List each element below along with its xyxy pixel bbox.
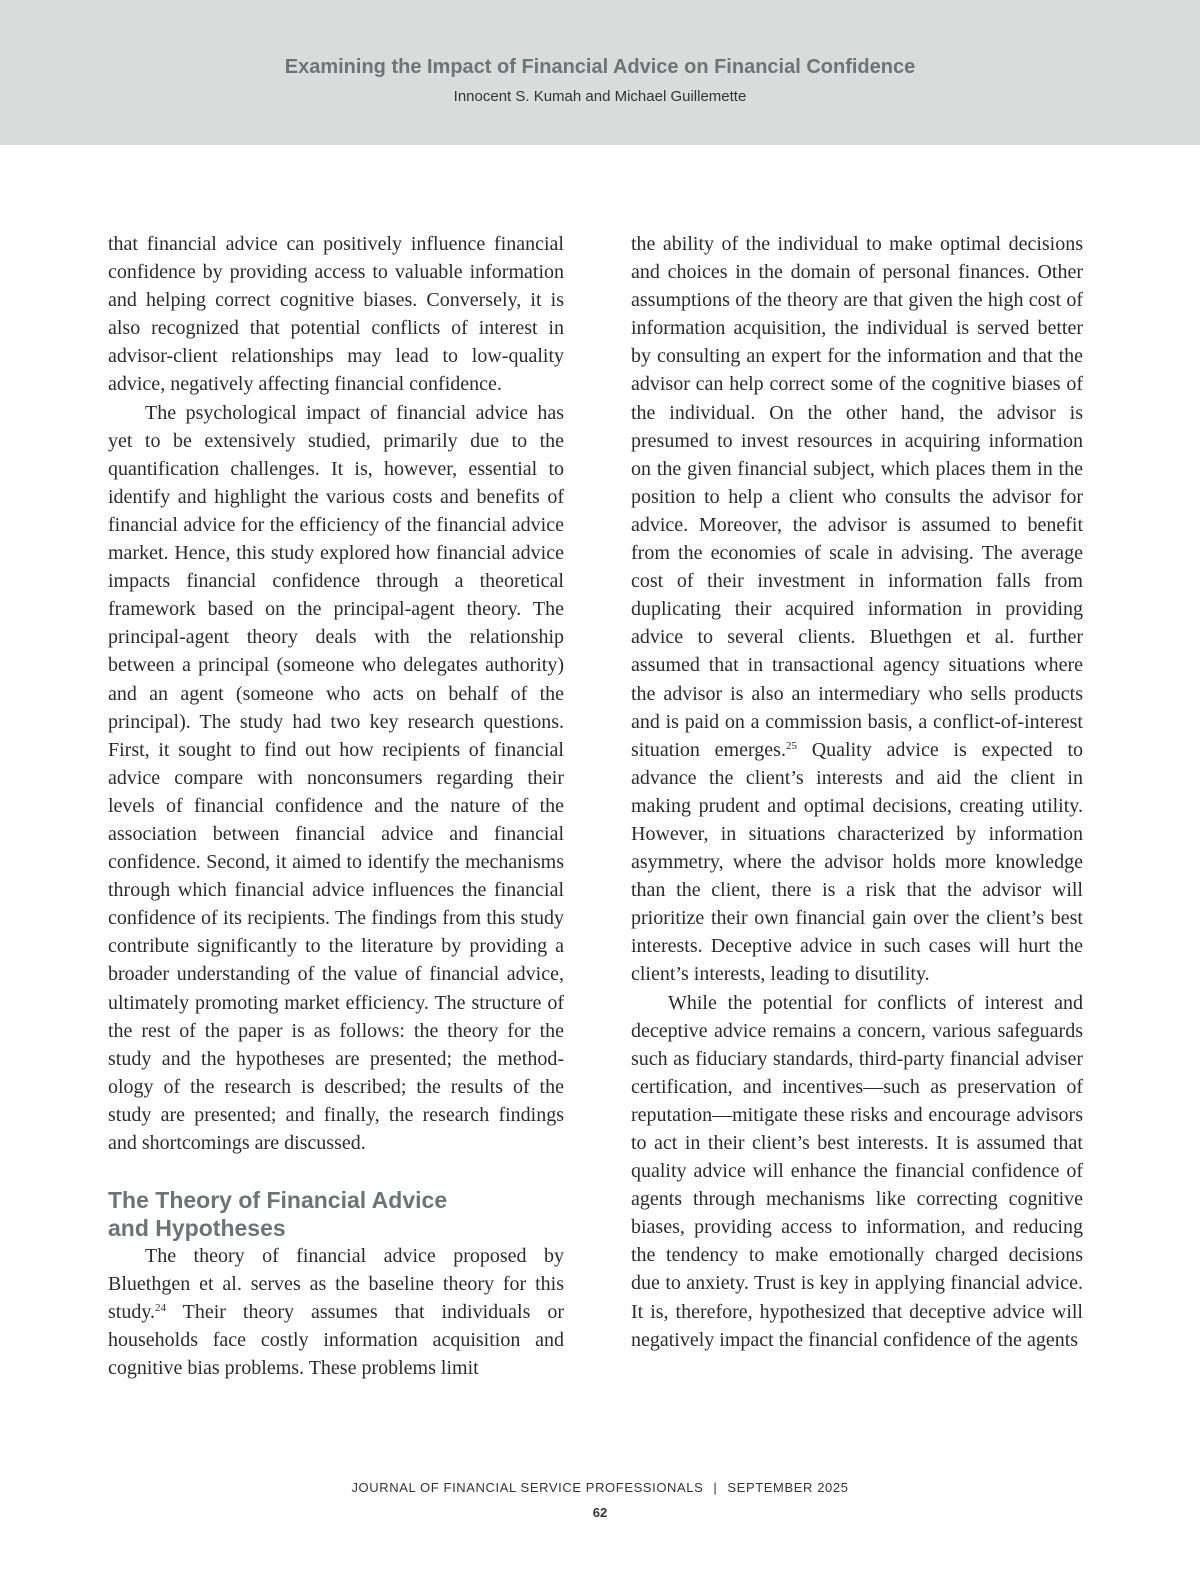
body-paragraph: While the potential for conflicts of interest and deceptive advice remains a concern, various safeguards such as fiduciary standards, third-party financial adviser certification, and incentives—such as preservation of reputation—mitigate these risks and encourage advisors to act in their client’s best interests. It is assumed that quality advice will enhance the financial confidence of agents through mechanisms like correcting cognitive biases, providing access to information, and reducing the tendency to make emotionally charged decisions due to anxiety. Trust is key in applying financial advice. It is, therefore, hypothesized that deceptive advice will negatively impact the financial confidence of the agents xyxy=(631,991,1083,1351)
article-authors: Innocent S. Kumah and Michael Guillemette xyxy=(453,88,747,105)
paragraph-text: Quality advice is expected to advance the client’s interests and aid the client in making prudent and optimal decisions, creating utility. However, in situations characterized by information asymmetry, where the advisor holds more knowledge than the client, there is a risk that the advisor will prioritize their own financial gain over the client’s best interests. Deceptive advice in such cases will hurt the client’s interests, leading to disutility. xyxy=(631,738,1084,986)
body-paragraph xyxy=(108,1242,564,1382)
running-header xyxy=(0,0,1200,145)
section-heading-line: and Hypotheses xyxy=(108,1215,286,1242)
paragraph-text: Their theory assumes that individuals or households face costly information acquisition and cognitive bias problems. These problems limit xyxy=(108,1301,564,1380)
paragraph-text: the ability of the individual to make optimal decisions and choices in the domain of personal finances. Other assumptions of the theory are that given the high cost of information acquisition, the individual is served better by consulting an expert for the information and that the advisor can help correct some of the cognitive biases of the individual. On the other hand, the advisor is presumed to invest resources in acquiring information on the given financial subject, which places them in the position to help a client who consults the advisor for advice. Moreover, the advisor is assumed to benefit from the economies of scale in advising. The average cost of their investment in information falls from duplicating their acquired information in providing advice to several clients. Bluethgen et al. further assumed that in transactional agency situations where the advisor is also an intermediary who sells products and is paid on a commission basis, a conflict-of-interest situation emerges. xyxy=(631,233,1083,761)
section-heading xyxy=(108,1186,564,1242)
journal-name: JOURNAL OF FINANCIAL SERVICE PROFESSIONALS xyxy=(351,1480,704,1495)
left-column xyxy=(108,230,564,1383)
page-number: 62 xyxy=(592,1505,608,1520)
section-heading-line: The Theory of Financial Advice xyxy=(108,1187,448,1214)
article-title: Examining the Impact of Financial Advice on Financial Confidence xyxy=(284,56,916,78)
journal-footer xyxy=(0,1480,1200,1495)
footnote-reference: 24 xyxy=(155,1302,167,1315)
paragraph-text: The theory of financial advice proposed by Bluethgen et al. serves as the baseline theory for this study. xyxy=(108,1245,564,1324)
footer-separator: | xyxy=(713,1480,718,1495)
body-paragraph: The psychological impact of financial advice has yet to be extensively studied, primarily due to the quantification challenges. It is, however, essential to identify and highlight the various costs and benefits of financial advice for the efficiency of the financial advice market. Hence, this study explored how financial advice impacts financial confidence through a theoretical framework based on the principal-agent theory. The principal-agent theory deals with the relationship between a principal (someone who delegates authority) and an agent (someone who acts on behalf of the principal). The study had two key research questions. First, it sought to find out how recipients of financial advice compare with nonconsumers regarding their levels of financial confidence and the nature of the association between financial advice and financial confidence. Second, it aimed to identify the mechanisms through which financial advice influences the financial confidence of its recipients. The findings from this study contribute significantly to the literature by providing a broader understanding of the value of financial advice, ultimately promoting market efficiency. The structure of the rest of the paper is as follows: the theory for the study and the hypotheses are presented; the methodology of the research is described; the results of the study are presented; and finally, the research findings and shortcomings are discussed. xyxy=(108,401,564,1154)
right-column xyxy=(631,230,1083,1354)
body-paragraph: that financial advice can positively influence financial confidence by providing access to valuable information and helping correct cognitive biases. Conversely, it is also recognized that potential conflicts of interest in advisor-client relationships may lead to low-quality advice, negatively affecting financial confidence. xyxy=(108,233,564,396)
issue-date: SEPTEMBER 2025 xyxy=(727,1480,849,1495)
body-paragraph xyxy=(631,230,1083,989)
footnote-reference: 25 xyxy=(785,739,797,752)
